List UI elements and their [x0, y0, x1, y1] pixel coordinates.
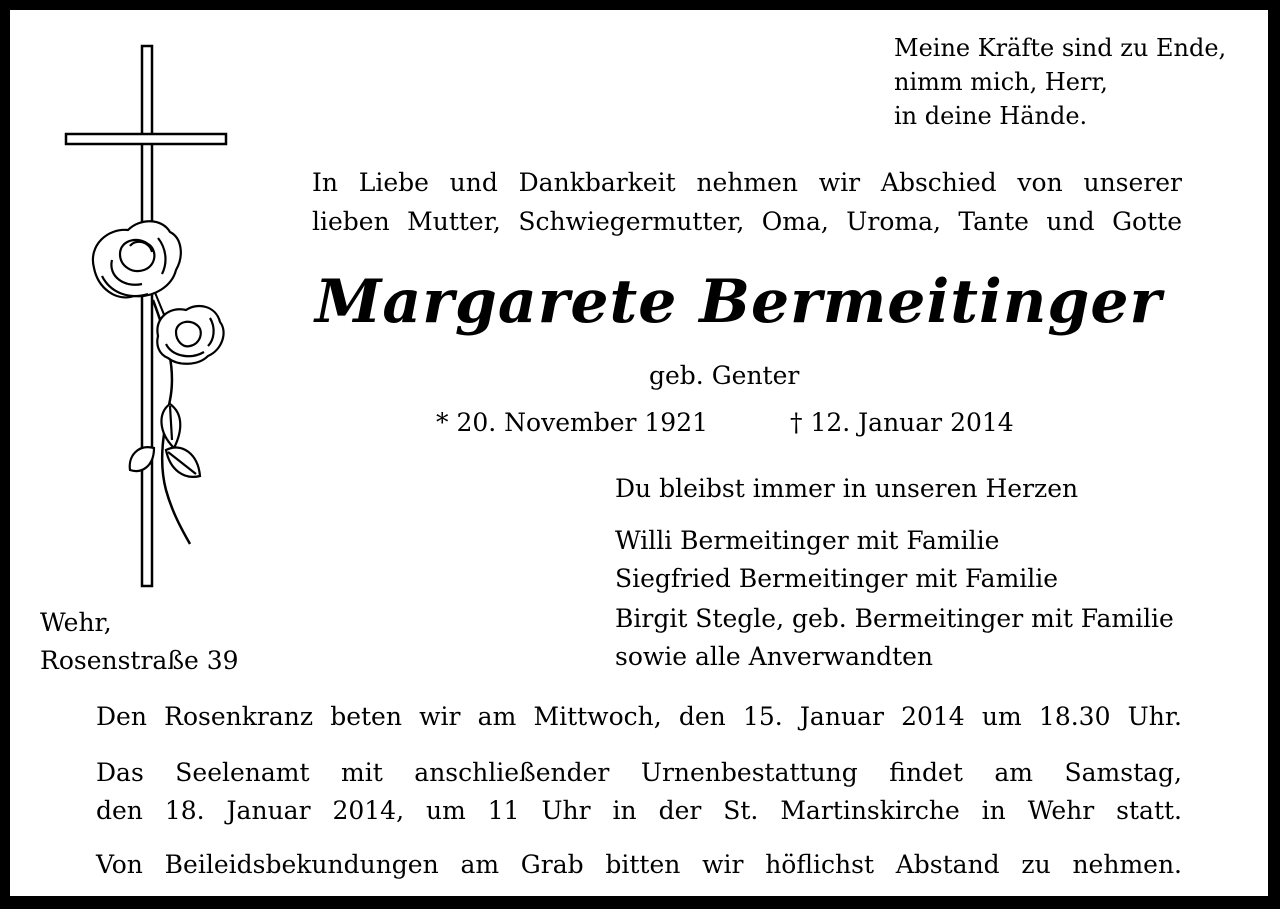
cross-with-roses-icon — [58, 40, 248, 600]
condolence-notice: Von Beileidsbekundungen am Grab bitten wir höflichst Abstand zu nehmen. — [96, 850, 1182, 879]
mourner-2: Siegfried Bermeitinger mit Familie — [615, 564, 1059, 593]
birth-date: * 20. November 1921 — [436, 408, 709, 437]
requiem-notice-line-1: Das Seelenamt mit anschließender Urnenbestattung findet am Samstag, — [96, 758, 1182, 787]
verse-line-3: in deine Hände. — [894, 102, 1088, 130]
deceased-name: Margarete Bermeitinger — [315, 267, 1163, 337]
intro-line-2: lieben Mutter, Schwiegermutter, Oma, Uroma, Tante und Gotte — [312, 207, 1182, 236]
intro-line-1: In Liebe und Dankbarkeit nehmen wir Abschied von unserer — [312, 168, 1182, 197]
death-date: † 12. Januar 2014 — [790, 408, 1014, 437]
mourner-3: Birgit Stegle, geb. Bermeitinger mit Familie — [615, 604, 1174, 633]
closing-line: Du bleibst immer in unseren Herzen — [615, 474, 1079, 503]
obituary-notice — [10, 10, 1268, 896]
address-street: Rosenstraße 39 — [40, 646, 239, 675]
requiem-notice-line-2: den 18. Januar 2014, um 11 Uhr in der St. Martinskirche in Wehr statt. — [96, 796, 1182, 825]
rosary-notice: Den Rosenkranz beten wir am Mittwoch, den 15. Januar 2014 um 18.30 Uhr. — [96, 702, 1182, 731]
verse-line-1: Meine Kräfte sind zu Ende, — [894, 34, 1227, 62]
address-city: Wehr, — [40, 608, 112, 637]
verse-line-2: nimm mich, Herr, — [894, 68, 1108, 96]
birth-name: geb. Genter — [649, 361, 800, 390]
mourner-4: sowie alle Anverwandten — [615, 642, 934, 671]
mourner-1: Willi Bermeitinger mit Familie — [615, 526, 1000, 555]
